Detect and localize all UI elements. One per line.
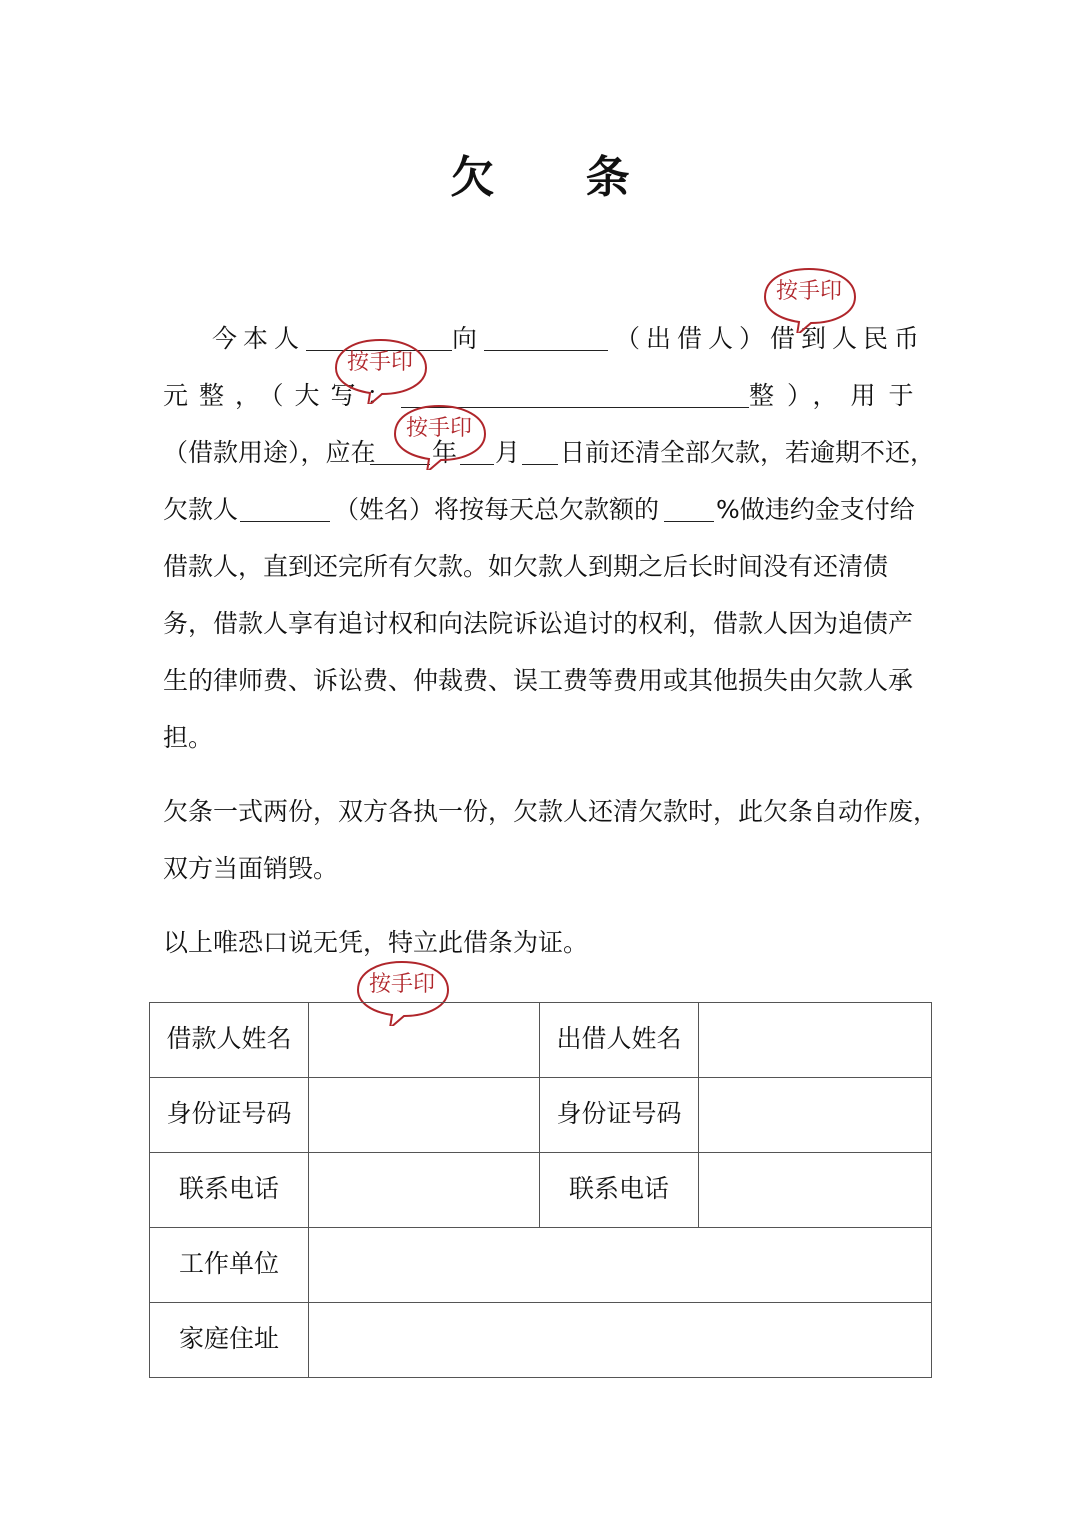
text-l1-xiang: 向 <box>452 324 478 353</box>
stamp-label: 按手印 <box>405 416 472 441</box>
label-cell <box>150 1153 309 1228</box>
lender-name-field[interactable] <box>699 1003 932 1078</box>
lender-phone-label: 联系电话 <box>568 1174 669 1203</box>
borrower-phone-label: 联系电话 <box>178 1174 279 1203</box>
table-row <box>150 1303 932 1378</box>
home-address-field[interactable] <box>309 1303 932 1378</box>
fingerprint-stamp-callout <box>763 267 859 333</box>
lender-phone-field[interactable] <box>699 1153 932 1228</box>
lender-name-label: 出借人姓名 <box>556 1024 682 1053</box>
borrower-name-field[interactable] <box>309 1003 540 1078</box>
text-p2-l2: 双方当面销毁。 <box>163 854 339 883</box>
table-row <box>150 1078 932 1153</box>
text-l4-qiankuanren: 欠款人 <box>163 495 239 524</box>
borrower-id-label: 身份证号码 <box>166 1099 292 1128</box>
borrower-id-field[interactable] <box>309 1078 540 1153</box>
label-cell <box>150 1303 309 1378</box>
text-l2-yuanzheng: 元整，（大写： <box>163 381 403 410</box>
text-p2-l1: 欠条一式两份，双方各执一份，欠款人还清欠款时，此欠条自动作废， <box>163 797 939 826</box>
stamp-label: 按手印 <box>368 972 435 997</box>
text-p3: 以上唯恐口说无凭，特立此借条为证。 <box>163 928 589 957</box>
stamp-label: 按手印 <box>346 350 413 375</box>
label-cell <box>150 1078 309 1153</box>
text-l4-weiyuejin: %做违约金支付给 <box>716 495 915 524</box>
text-l3-yue: 月 <box>495 438 521 467</box>
blank-penalty-percent[interactable] <box>664 521 714 522</box>
text-l6: 务，借款人享有追讨权和向法院诉讼追讨的权利，借款人因为追债产 <box>163 609 914 638</box>
table-row <box>150 1153 932 1228</box>
text-l8: 担。 <box>163 723 214 752</box>
text-l3-yongtu: （借款用途），应在 <box>163 438 376 467</box>
blank-debtor-name[interactable] <box>240 521 330 522</box>
label-cell <box>540 1078 699 1153</box>
text-l3-nian: 年 <box>432 438 458 467</box>
borrower-name-label: 借款人姓名 <box>166 1024 292 1053</box>
label-cell <box>540 1003 699 1078</box>
text-l4-xingming: （姓名）将按每天总欠款额的 <box>334 495 660 524</box>
fingerprint-stamp-callout <box>334 338 430 404</box>
text-l5: 借款人，直到还完所有欠款。如欠款人到期之后长时间没有还清债 <box>163 552 889 581</box>
text-l7: 生的律师费、诉讼费、仲裁费、误工费等费用或其他损失由欠款人承 <box>163 666 914 695</box>
document-title: 欠 条 <box>450 152 668 203</box>
blank-lender-name[interactable] <box>484 350 608 351</box>
borrower-phone-field[interactable] <box>309 1153 540 1228</box>
text-l3-ri: 日前还清全部欠款，若逾期不还， <box>560 438 936 467</box>
home-address-label: 家庭住址 <box>178 1324 279 1353</box>
fingerprint-stamp-callout <box>393 404 489 470</box>
work-unit-label: 工作单位 <box>178 1249 279 1278</box>
info-table <box>149 1002 932 1378</box>
label-cell <box>540 1153 699 1228</box>
table-row <box>150 1003 932 1078</box>
label-cell <box>150 1003 309 1078</box>
text-l1-jinbenren: 今本人 <box>212 324 306 353</box>
blank-day[interactable] <box>522 464 558 465</box>
lender-id-label: 身份证号码 <box>556 1099 682 1128</box>
table-row <box>150 1228 932 1303</box>
label-cell <box>150 1228 309 1303</box>
text-l1-jiedao: （出借人）借到人民币 <box>615 324 926 353</box>
lender-id-field[interactable] <box>699 1078 932 1153</box>
text-l2-yongyu: 整），用于 <box>749 381 927 410</box>
work-unit-field[interactable] <box>309 1228 932 1303</box>
stamp-label: 按手印 <box>775 279 842 304</box>
